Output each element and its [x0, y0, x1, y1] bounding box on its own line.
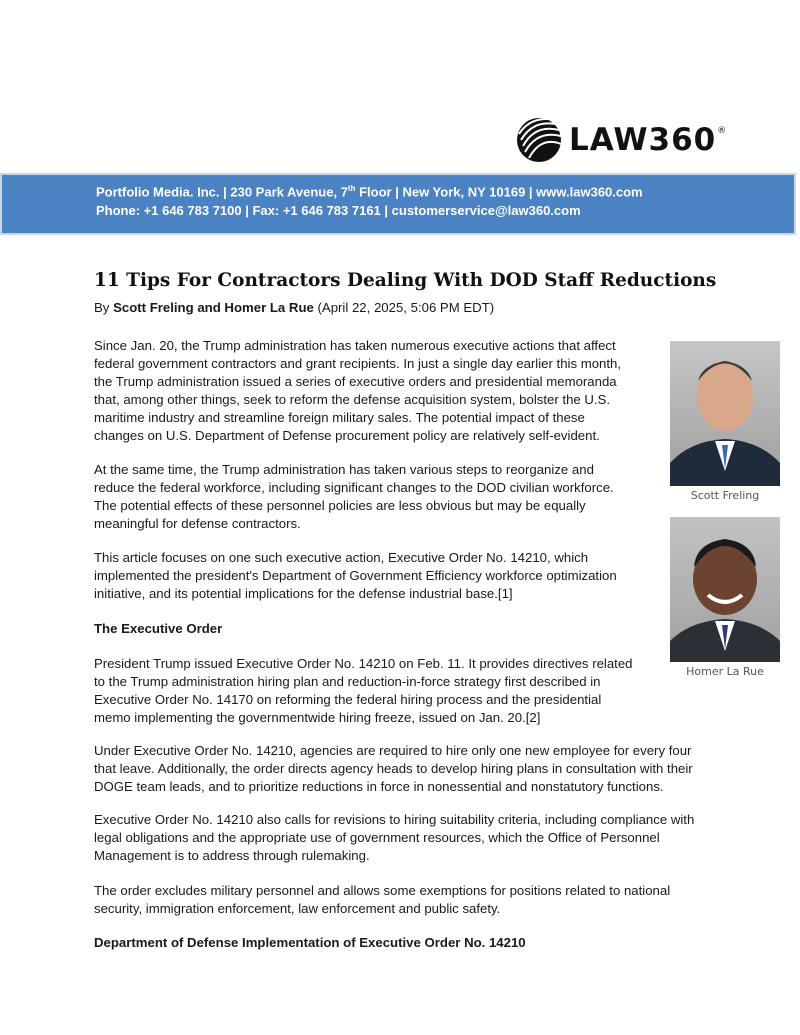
article-paragraph — [94, 882, 670, 918]
banner-address-line: Portfolio Media. Inc. | 230 Park Avenue, 7th Floor | New York, NY 10169 | www.law360.com — [96, 184, 643, 200]
paragraph-line: the Trump administration issued a series of executive orders and presidential memoranda — [94, 374, 617, 389]
paragraph-line: that, among other things, seek to reform the defense acquisition system, bolster the U.S. — [94, 392, 611, 407]
paragraph-line: security, immigration enforcement, law enforcement and public safety. — [94, 901, 501, 916]
article-paragraph — [94, 742, 693, 796]
paragraph-line: This article focuses on one such executive action, Executive Order No. 14210, which — [94, 550, 589, 565]
paragraph-line: to the Trump administration hiring plan and reduction-in-force strategy first described in — [94, 674, 601, 689]
paragraph-line: Management is to address through rulemaking. — [94, 848, 370, 863]
article-header — [94, 270, 717, 315]
article-paragraph — [94, 549, 617, 603]
person-silhouette-icon — [670, 341, 780, 486]
paragraph-line: Department of Defense Implementation of Executive Order No. 14210 — [94, 935, 526, 950]
publisher-banner — [0, 173, 796, 235]
paragraph-line: changes on U.S. Department of Defense procurement policy are relatively self-evident. — [94, 428, 600, 443]
paragraph-line: The potential effects of these personnel policies are less obvious but may be equally — [94, 498, 586, 513]
law360-globe-icon — [515, 116, 563, 164]
paragraph-line: President Trump issued Executive Order No. 14210 on Feb. 11. It provides directives related — [94, 656, 633, 671]
photo-caption: Scott Freling — [690, 489, 760, 502]
author-photo-homer-la-rue — [670, 517, 780, 662]
logo-wordmark: LAW360® — [569, 122, 728, 158]
section-heading — [94, 934, 526, 952]
photo-caption: Homer La Rue — [686, 665, 764, 678]
paragraph-line: The order excludes military personnel and allows some exemptions for positions related to national — [94, 883, 671, 898]
paragraph-line: memo implementing the governmentwide hiring freeze, issued on Jan. 20.[2] — [94, 710, 541, 725]
section-heading — [94, 620, 222, 638]
article-paragraph — [94, 337, 621, 445]
article-paragraph — [94, 461, 614, 533]
paragraph-line: reduce the federal workforce, including significant changes to the DOD civilian workforce. — [94, 480, 614, 495]
person-silhouette-icon — [670, 517, 780, 662]
article-title: 11 Tips For Contractors Dealing With DOD Staff Reductions — [94, 270, 717, 291]
law360-logo — [515, 116, 727, 164]
paragraph-line: Executive Order No. 14170 on reforming the federal hiring process and the presidential — [94, 692, 602, 707]
paragraph-line: Under Executive Order No. 14210, agencies are required to hire only one new employee for every four — [94, 743, 692, 758]
article-paragraph — [94, 811, 694, 865]
article-paragraph — [94, 655, 633, 727]
paragraph-line: At the same time, the Trump administration has taken various steps to reorganize and — [94, 462, 594, 477]
paragraph-line: meaningful for defense contractors. — [94, 516, 301, 531]
paragraph-line: initiative, and its potential implications for the defense industrial base.[1] — [94, 586, 513, 601]
article-authors: Scott Freling and Homer La Rue — [113, 300, 314, 315]
author-photo-scott-freling — [670, 341, 780, 486]
paragraph-line: implemented the president's Department of Government Efficiency workforce optimization — [94, 568, 617, 583]
paragraph-line: maritime industry and streamline foreign military sales. The potential impact of these — [94, 410, 585, 425]
paragraph-line: The Executive Order — [94, 621, 223, 636]
paragraph-line: that leave. Additionally, the order directs agency heads to develop hiring plans in consultation with their — [94, 761, 693, 776]
paragraph-line: DOGE team leads, and to prioritize reductions in force in nonessential and nonstatutory functions. — [94, 779, 664, 794]
paragraph-line: Since Jan. 20, the Trump administration has taken numerous executive actions that affect — [94, 338, 616, 353]
banner-contact-line: Phone: +1 646 783 7100 | Fax: +1 646 783 7161 | customerservice@law360.com — [96, 203, 581, 218]
paragraph-line: federal government contractors and grant recipients. In just a single day earlier this month, — [94, 356, 622, 371]
paragraph-line: Executive Order No. 14210 also calls for revisions to hiring suitability criteria, including compliance with — [94, 812, 695, 827]
article-byline: By Scott Freling and Homer La Rue (April 22, 2025, 5:06 PM EDT) — [94, 300, 495, 315]
paragraph-line: legal obligations and the appropriate use of government resources, which the Office of Personnel — [94, 830, 660, 845]
article-date: (April 22, 2025, 5:06 PM EDT) — [313, 300, 495, 315]
